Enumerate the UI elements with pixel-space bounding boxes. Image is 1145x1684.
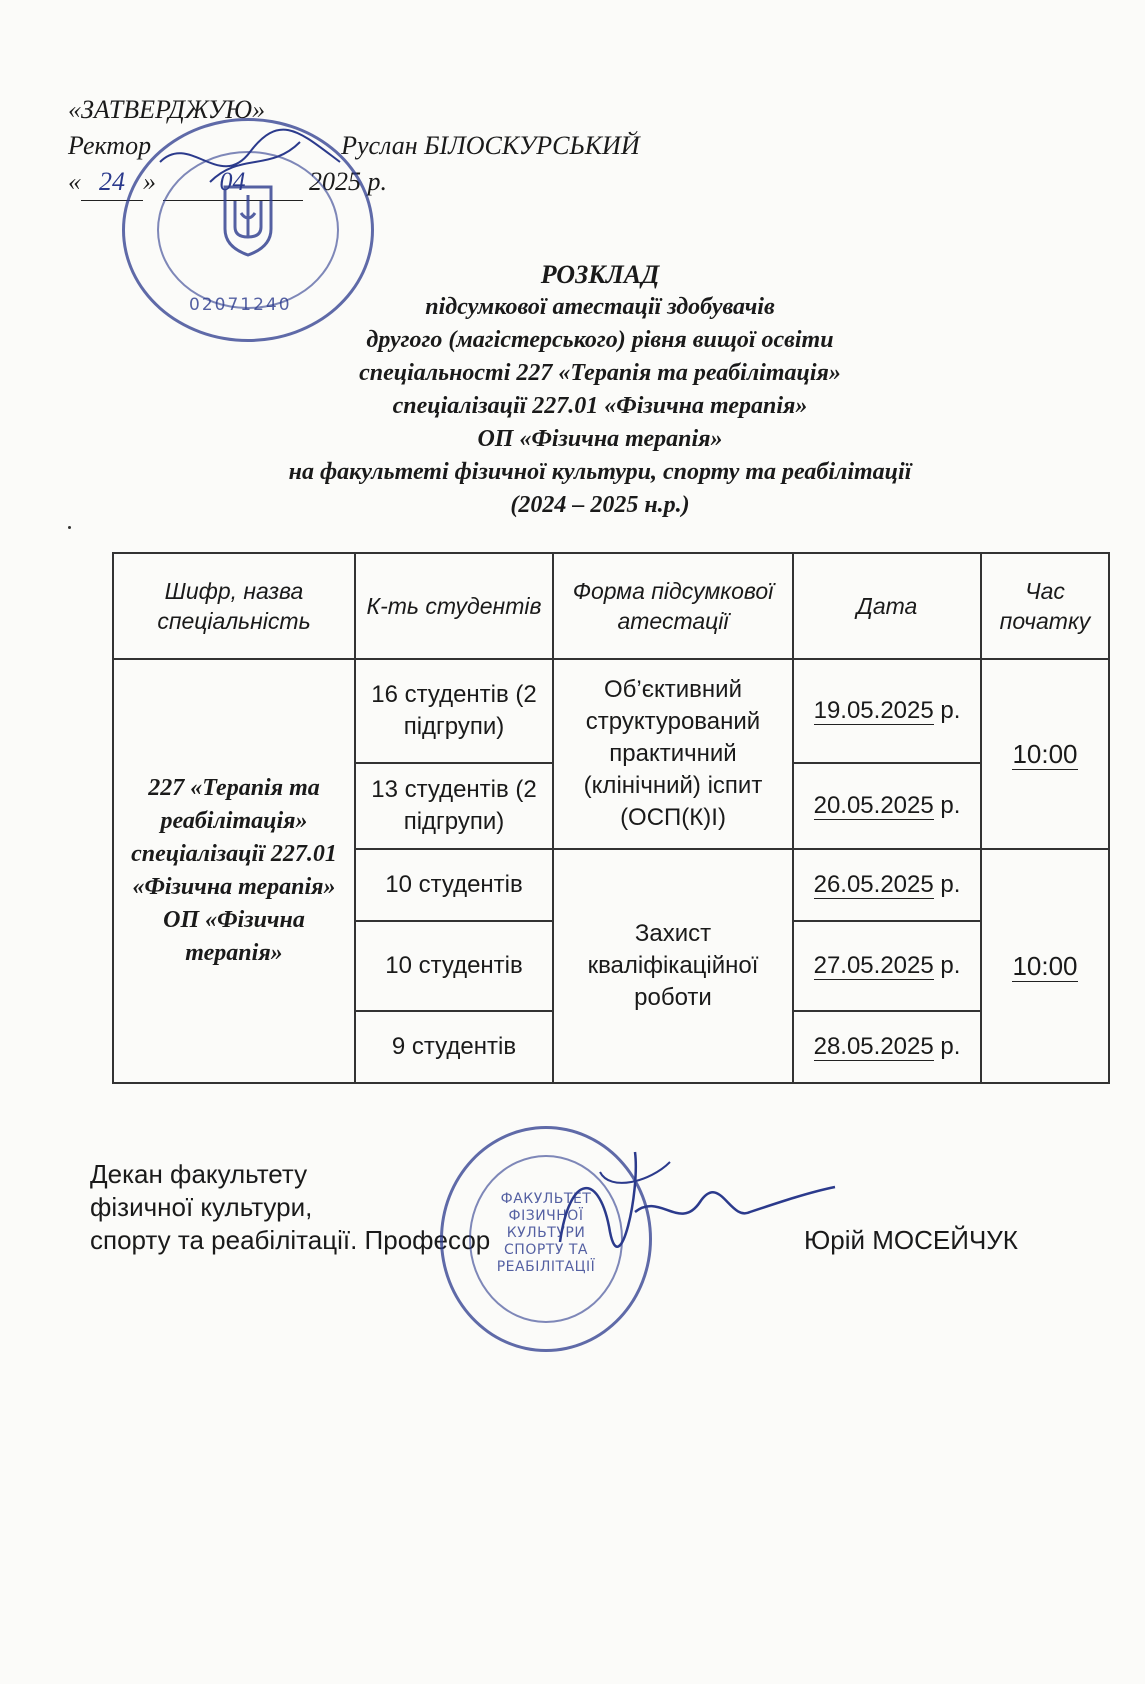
rector-name: Руслан БІЛОСКУРСЬКИЙ	[341, 131, 640, 160]
count-cell: 9 студентів	[355, 1011, 553, 1083]
time-cell: 10:00	[981, 849, 1109, 1083]
table-header-row	[113, 553, 1109, 659]
form-cell: Захист кваліфікаційної роботи	[553, 849, 793, 1083]
title-line: спеціальності 227 «Терапія та реабілітація»	[359, 360, 841, 386]
form-cell: Об’єктивний структурований практичний (клінічний) іспит (ОСП(К)І)	[553, 659, 793, 849]
title-line: ОП «Фізична терапія»	[477, 426, 723, 452]
dean-signature	[540, 1132, 840, 1282]
title-heading: РОЗКЛАД	[540, 260, 660, 289]
header-time: Час початку	[981, 553, 1109, 659]
approval-month: 04	[163, 164, 303, 201]
count-cell: 13 студентів (2 підгрупи)	[355, 763, 553, 849]
specialty-cell: 227 «Терапія та реабілітація» спеціалізації 227.01 «Фізична терапія» ОП «Фізична терапія»	[113, 659, 355, 1083]
table-row	[113, 659, 1109, 763]
dean-title-line: спорту та реабілітації. Професор	[90, 1225, 491, 1255]
date-cell: 28.05.2025 р.	[793, 1011, 981, 1083]
approval-year: 2025 р.	[309, 167, 387, 196]
title-line: (2024 – 2025 н.р.)	[510, 492, 690, 518]
rector-label: Ректор	[68, 131, 152, 160]
count-cell: 10 студентів	[355, 849, 553, 921]
stamp-number: 02071240	[189, 295, 292, 315]
ink-dot	[68, 526, 71, 529]
date-cell: 26.05.2025 р.	[793, 849, 981, 921]
time-cell: 10:00	[981, 659, 1109, 849]
header-count: К-ть студентів	[355, 553, 553, 659]
approval-day: 24	[81, 164, 143, 201]
header-date: Дата	[793, 553, 981, 659]
date-cell: 27.05.2025 р.	[793, 921, 981, 1011]
approval-date: « 24 » 04 2025 р.	[68, 164, 640, 201]
faculty-stamp-text: ФАКУЛЬТЕТ ФІЗИЧНОЇ КУЛЬТУРИ СПОРТУ ТА РЕАБІЛІТАЦІЇ	[496, 1191, 596, 1275]
approve-heading: «ЗАТВЕРДЖУЮ»	[68, 95, 266, 124]
title-line: на факультеті фізичної культури, спорту та реабілітації	[288, 459, 912, 485]
count-cell: 10 студентів	[355, 921, 553, 1011]
header-form: Форма підсумкової атестації	[553, 553, 793, 659]
date-cell: 19.05.2025 р.	[793, 659, 981, 763]
header-specialty: Шифр, назва спеціальність	[113, 553, 355, 659]
count-cell: 16 студентів (2 підгрупи)	[355, 659, 553, 763]
title-line: підсумкової атестації здобувачів	[425, 294, 775, 320]
rector-signature	[150, 122, 350, 202]
dean-title-line: Декан факультету	[90, 1159, 308, 1189]
document-title	[60, 258, 1140, 522]
schedule-table	[112, 552, 1110, 1084]
title-line: другого (магістерського) рівня вищої освіти	[366, 327, 834, 353]
dean-block	[90, 1158, 490, 1257]
title-line: спеціалізації 227.01 «Фізична терапія»	[392, 393, 808, 419]
date-cell: 20.05.2025 р.	[793, 763, 981, 849]
dean-title-line: фізичної культури,	[90, 1192, 313, 1222]
dean-name: Юрій МОСЕЙЧУК	[804, 1225, 1018, 1255]
